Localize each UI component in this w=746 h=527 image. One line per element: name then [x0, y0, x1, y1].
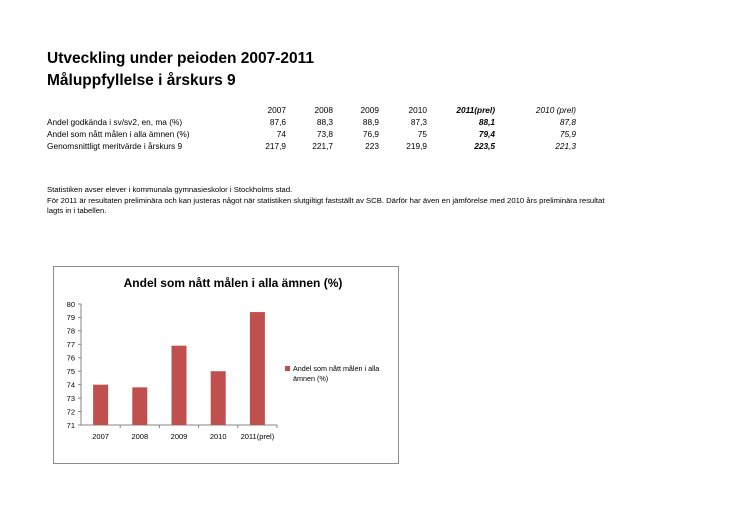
cell: 217,9 — [265, 141, 286, 151]
col-header: 2010 (prel) — [535, 105, 576, 115]
note-line: Statistiken avser elever i kommunala gymnasieskolor i Stockholms stad. — [47, 185, 293, 194]
cell: 87,6 — [269, 117, 286, 127]
cell: 221,3 — [555, 141, 576, 151]
cell: 87,8 — [559, 117, 576, 127]
y-tick-label: 76 — [66, 353, 75, 363]
legend-label: Andel som nått målen i alla — [293, 364, 380, 373]
x-tick-label: 2007 — [92, 432, 109, 441]
y-tick-label: 75 — [66, 367, 75, 377]
bar — [93, 385, 108, 425]
page-title: Utveckling under peioden 2007-2011 — [47, 50, 315, 67]
col-header: 2010 — [408, 105, 427, 115]
bar-chart — [53, 266, 399, 464]
cell: 76,9 — [362, 129, 379, 139]
y-tick-label: 73 — [66, 393, 75, 403]
row-label: Andel som nått målen i alla ämnen (%) — [47, 129, 190, 139]
col-header: 2009 — [360, 105, 379, 115]
cell: 223 — [365, 141, 379, 151]
y-tick-label: 78 — [66, 326, 75, 336]
bar — [172, 346, 187, 425]
cell: 75,9 — [559, 129, 576, 139]
cell: 88,3 — [316, 117, 333, 127]
cell: 73,8 — [316, 129, 333, 139]
cell: 79,4 — [478, 129, 495, 139]
col-header: 2011(prel) — [456, 105, 495, 115]
y-tick-label: 74 — [66, 380, 75, 390]
cell: 75 — [417, 129, 427, 139]
row-label: Genomsnittligt meritvärde i årskurs 9 — [47, 141, 183, 151]
x-tick-label: 2010 — [209, 432, 227, 441]
y-tick-label: 80 — [66, 299, 75, 309]
statistics-table — [47, 104, 576, 152]
cell: 88,9 — [362, 117, 379, 127]
y-tick-label: 71 — [66, 420, 75, 430]
legend-label: ämnen (%) — [293, 374, 329, 383]
col-header: 2007 — [267, 105, 286, 115]
bar — [250, 312, 265, 425]
bar — [132, 387, 147, 425]
cell: 223,5 — [474, 141, 495, 151]
table-header-row — [47, 104, 576, 116]
table-row — [47, 116, 576, 128]
notes — [47, 185, 607, 217]
chart-title: Andel som nått målen i alla ämnen (%) — [123, 276, 343, 290]
y-tick-label: 79 — [66, 313, 75, 323]
y-tick-label: 77 — [66, 340, 75, 350]
table-row — [47, 140, 576, 152]
cell: 74 — [276, 129, 286, 139]
cell: 88,1 — [478, 117, 495, 127]
legend-swatch — [285, 366, 290, 371]
chart — [53, 266, 399, 469]
table-row — [47, 128, 576, 140]
x-tick-label: 2009 — [170, 432, 188, 441]
table-header-empty — [47, 104, 240, 116]
y-tick-label: 72 — [66, 407, 75, 417]
cell: 87,3 — [410, 117, 427, 127]
page-subtitle: Måluppfyllelse i årskurs 9 — [47, 72, 236, 89]
cell: 221,7 — [312, 141, 333, 151]
cell: 219,9 — [406, 141, 427, 151]
bar — [211, 371, 226, 425]
note-line: För 2011 är resultaten preliminära och kan justeras något när statistiken slutgiltigt fastställt av SCB. Därför har även en jämförelse med 2010 års preliminära resultat lagts in i tabellen. — [47, 195, 605, 216]
col-header: 2008 — [314, 105, 333, 115]
x-tick-label: 2011(prel) — [240, 432, 275, 441]
x-tick-label: 2008 — [131, 432, 149, 441]
row-label: Andel godkända i sv/sv2, en, ma (%) — [47, 117, 183, 127]
